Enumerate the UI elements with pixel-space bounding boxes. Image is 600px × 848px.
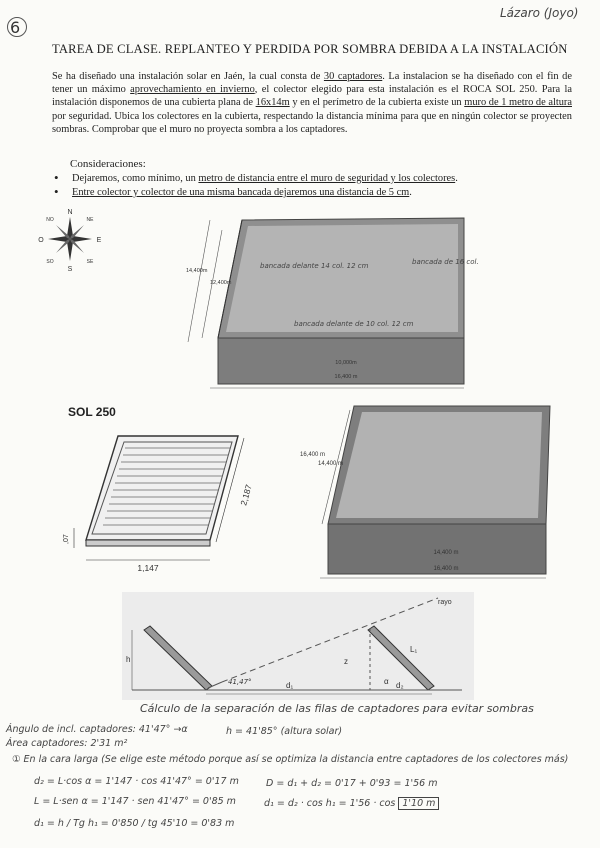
intro-text: , el colector elegido para esta instalación es el ROCA SOL 250. Para la instalación disponemos de una cubierta plana de (52, 84, 572, 109)
d1-label: d₁ (286, 681, 294, 690)
bullet-text: Dejaremos, como mínimo, un (72, 173, 199, 184)
compass-ne: NE (86, 217, 94, 223)
bullet-text: . (409, 187, 412, 198)
intro-underlined: 16x14m (255, 97, 290, 109)
page-title: TAREA DE CLASE. REPLANTEO Y PERDIDA POR SOMBRA DEBIDA A LA INSTALACIÓN (52, 42, 568, 56)
h-label: h (126, 655, 131, 664)
shadow-separation-diagram (122, 592, 474, 700)
bullet-underlined: Entre colector y colector de una misma bancada dejaremos una distancia de 5 cm (72, 187, 410, 198)
note-line: D = d₁ + d₂ = 0'17 + 0'93 = 1'56 m (266, 778, 438, 789)
intro-text: . La instalacion se ha diseñado con el fin de tener un máximo (52, 71, 572, 96)
compass-o: O (38, 237, 44, 244)
l-label: L₁ (410, 645, 418, 654)
handwritten-signature: Lázaro (Joyo) (500, 6, 579, 20)
considerations-heading: Consideraciones: (70, 158, 146, 170)
collector-thickness-label: ,07 (63, 534, 70, 544)
collector-drawing (62, 428, 262, 574)
page-number: 6 (10, 18, 21, 37)
fig1-front-outer-label: 16,400 m (334, 374, 358, 380)
compass-se: SE (86, 259, 94, 265)
figure-caption: Cálculo de la separación de las filas de captadores para evitar sombras (140, 702, 534, 715)
compass-no: NO (46, 217, 54, 223)
note-line (264, 798, 439, 809)
note-line: d₁ = h / Tg h₁ = 0'850 / tg 45'10 = 0'83 m (34, 818, 235, 829)
intro-text: y en el perímetro de la cubierta existe un (289, 97, 465, 109)
note-line: ① En la cara larga (Se elige este método porque así se optimiza la distancia entre captadores de los colectores más) (12, 754, 569, 765)
intro-underlined: aprovechamiento en invierno (130, 84, 255, 96)
ray-label: rayo (438, 599, 452, 606)
handwritten-notes (6, 718, 596, 846)
boxed-result: 1'10 m (398, 797, 439, 810)
bullet-text: . (455, 173, 458, 184)
collector-length-label: 2,187 (238, 483, 254, 507)
collector-width-label: 1,147 (137, 563, 159, 573)
intro-paragraph (52, 70, 572, 136)
fig2-front-outer-label: 16,400 m (433, 566, 459, 572)
note-line: L = L·sen α = 1'147 · sen 41'47° = 0'85 m (34, 796, 236, 807)
roof-figure-1 (180, 212, 480, 392)
fig1-note-bottom: bancada delante de 10 col. 12 cm (294, 320, 414, 328)
intro-underlined: muro de 1 metro de altura (464, 97, 572, 109)
fig2-depth-outer-label: 16,400 m (300, 452, 326, 458)
alpha-label: α (384, 677, 389, 686)
compass-s: S (67, 266, 73, 272)
list-item (52, 186, 552, 200)
compass-n: N (67, 209, 73, 216)
note-line: Área captadores: 2'31 m² (6, 738, 128, 749)
note-line: h = 41'85° (altura solar) (226, 726, 343, 737)
z-label: z (344, 657, 348, 666)
fig1-front-inner-label: 10,000m (335, 360, 357, 366)
bullet-underlined: metro de distancia entre el muro de seguridad y los colectores (198, 173, 456, 184)
intro-text: por seguridad. Ubica los colectores en la cubierta, respectando la distancia mínima para que en ningún colector se proyecten sombras. Comprobar que el muro no proyecta sombra a los captadores. (52, 110, 572, 135)
angle-label: 41,47° (228, 678, 252, 686)
roof-figure-2 (296, 402, 562, 580)
note-line: d₂ = L·cos α = 1'147 · cos 41'47° = 0'17 m (34, 776, 239, 787)
fig1-note-left: bancada delante 14 col. 12 cm (260, 262, 369, 270)
fig1-depth-label: 14,400m (186, 268, 208, 274)
note-line: Ángulo de incl. captadores: 41'47° →α (6, 724, 188, 735)
fig1-depth-inner-label: 12,400m (210, 280, 232, 286)
compass-so: SO (46, 259, 54, 265)
considerations-list (52, 172, 552, 200)
fig2-depth-inner-label: 14,400 m (318, 461, 344, 467)
fig2-front-inner-label: 14,400 m (433, 550, 459, 556)
collector-model-label: SOL 250 (68, 405, 116, 419)
fig1-note-right: bancada de 16 col. (412, 258, 479, 266)
d2-label: d₂ (396, 681, 404, 690)
note-text: d₁ = d₂ · cos h₁ = 1'56 · cos (264, 798, 396, 809)
intro-underlined: 30 captadores (323, 71, 383, 82)
compass-rose-icon (38, 206, 102, 272)
compass-e: E (96, 237, 102, 244)
intro-text: Se ha diseñado una instalación solar en Jaén, la cual consta de (52, 71, 324, 82)
list-item (52, 172, 552, 186)
